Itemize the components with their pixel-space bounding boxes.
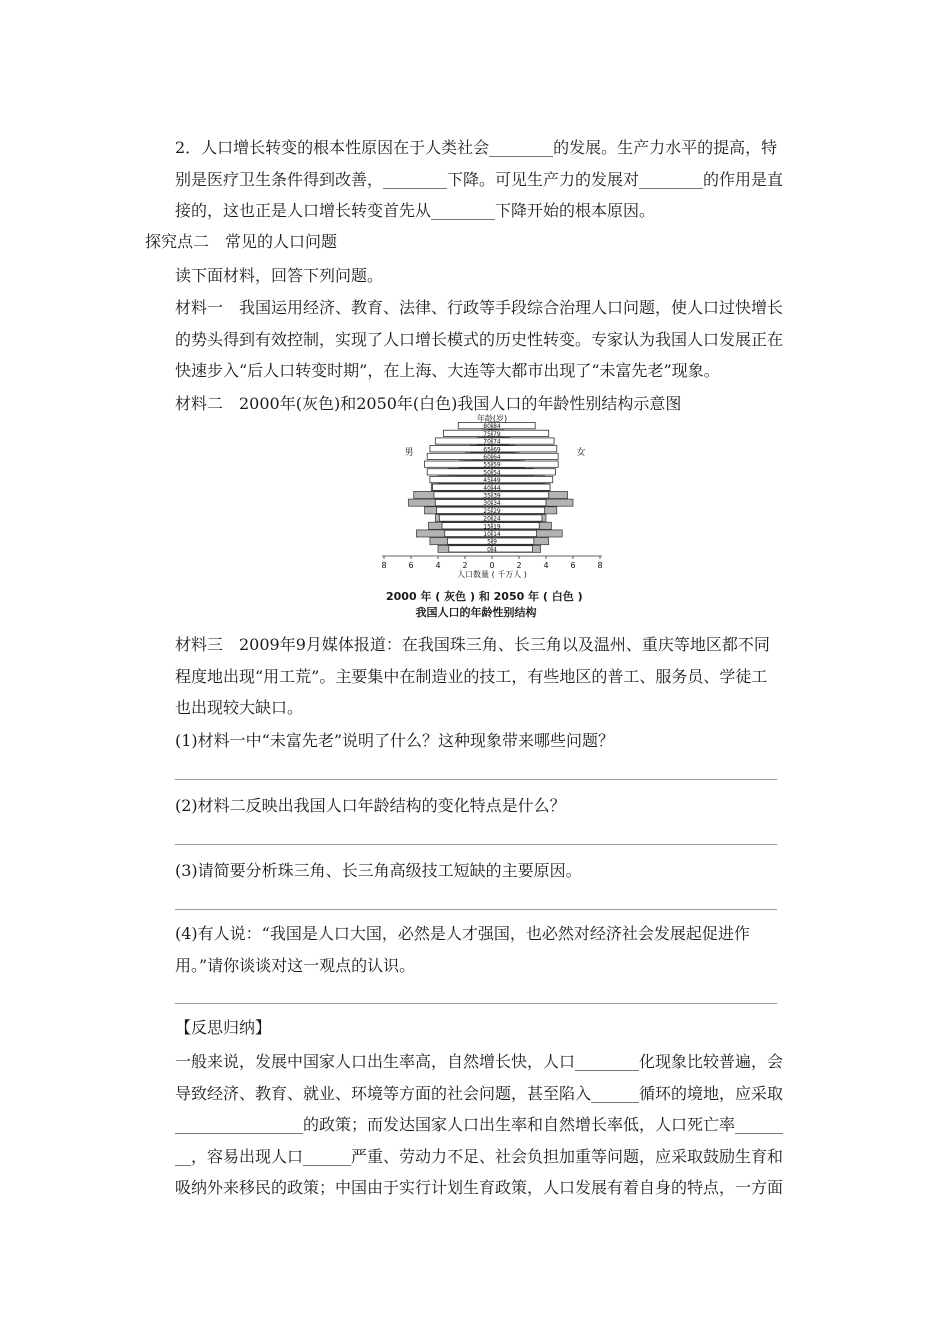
age-label-35-39: 35-39: [483, 492, 501, 500]
bar-2050-male-50-54: [427, 469, 492, 475]
material-1-line-1: 材料一 我国运用经济、教育、法律、行政等手段综合治理人口问题，使人口过快增长: [175, 298, 784, 317]
bar-2050-female-5-9: [492, 538, 534, 544]
reflection-line-4: __，容易出现人口______严重、劳动力不足、社会负担加重等问题，应采取鼓励生育和: [175, 1147, 784, 1166]
age-label-40-44: 40-44: [483, 484, 501, 492]
x-tick-label: 2: [462, 561, 468, 570]
question-3: (3)请简要分析珠三角、长三角高级技工短缺的主要原因。: [175, 861, 582, 880]
x-tick-label: 0: [489, 561, 495, 570]
bar-2050-male-5-9: [447, 538, 492, 544]
answer-line-2[interactable]: [175, 844, 777, 845]
q2-line-3: 接的，这也正是人口增长转变首先从________下降开始的根本原因。: [175, 201, 656, 220]
age-label-75-79: 75-79: [483, 430, 501, 438]
bar-2050-female-65-69: [492, 446, 557, 452]
age-label-45-49: 45-49: [483, 477, 501, 485]
x-tick-label: 6: [408, 561, 414, 570]
x-tick-label: 8: [381, 561, 387, 570]
age-label-5-9: 5-9: [487, 538, 497, 546]
material-3-line-1: 材料三 2009年9月媒体报道：在我国珠三角、长三角以及温州、重庆等地区都不同: [175, 635, 770, 654]
bar-2050-female-0-4: [492, 546, 533, 552]
chart-title-line-1: 2000 年 ( 灰色 ) 和 2050 年 ( 白色 ): [386, 590, 583, 603]
bar-2050-female-60-64: [492, 453, 558, 459]
answer-line-4[interactable]: [175, 1003, 777, 1004]
bar-2050-female-50-54: [492, 469, 555, 475]
question-4-line-2: 用。”请你谈谈对这一观点的认识。: [175, 956, 416, 975]
reflection-line-3: ________________的政策；而发达国家人口出生率和自然增长率低，人口死亡率______: [175, 1115, 784, 1134]
question-2: (2)材料二反映出我国人口年龄结构的变化特点是什么？: [175, 796, 566, 815]
q2-line-2: 别是医疗卫生条件得到改善，________下降。可见生产力的发展对________的作用是直: [175, 170, 784, 189]
answer-line-1[interactable]: [175, 779, 777, 780]
age-label-25-29: 25-29: [483, 507, 501, 515]
age-label-80-84: 80-84: [483, 423, 501, 431]
reflection-heading: 【反思归纳】: [175, 1018, 272, 1037]
age-label-55-59: 55-59: [483, 461, 501, 469]
age-label-60-64: 60-64: [483, 454, 501, 461]
age-label-10-14: 10-14: [483, 531, 501, 538]
reflection-line-1: 一般来说，发展中国家人口出生率高，自然增长快，人口________化现象比较普遍，会: [175, 1052, 784, 1071]
answer-line-3[interactable]: [175, 909, 777, 910]
population-pyramid-chart: [372, 410, 612, 585]
y-axis-label: 年龄(岁): [476, 414, 508, 423]
male-label: 男: [404, 448, 414, 458]
bar-2050-male-60-64: [427, 453, 492, 459]
bar-2050-female-70-74: [492, 438, 554, 444]
age-label-50-54: 50-54: [483, 469, 501, 477]
question-4-line-1: (4)有人说：“我国是人口大国，必然是人才强国，也必然对经济社会发展起促进作: [175, 924, 750, 943]
section-heading: 探究点二 常见的人口问题: [145, 232, 338, 251]
material-1-line-3: 快速步入“后人口转变时期”，在上海、大连等大都市出现了“未富先老”现象。: [175, 361, 720, 380]
chart-title-line-2: 我国人口的年龄性别结构: [415, 606, 537, 619]
x-tick-label: 6: [570, 561, 576, 570]
x-tick-label: 4: [543, 561, 549, 570]
age-label-70-74: 70-74: [483, 438, 501, 446]
age-label-20-24: 20-24: [483, 515, 501, 523]
bar-2050-male-0-4: [449, 546, 492, 552]
q2-line-1: 2．人口增长转变的根本性原因在于人类社会________的发展。生产力水平的提高，特: [175, 138, 778, 157]
female-label: 女: [576, 448, 586, 458]
age-label-0-4: 0-4: [487, 546, 497, 554]
bar-2050-female-45-49: [492, 476, 553, 482]
x-axis-label: 人口数量 ( 千万人 ): [457, 570, 527, 579]
x-tick-label: 2: [516, 561, 522, 570]
material-2-caption: 材料二 2000年(灰色)和2050年(白色)我国人口的年龄性别结构示意图: [175, 394, 682, 413]
x-tick-label: 4: [435, 561, 441, 570]
material-3-line-3: 也出现较大缺口。: [175, 698, 304, 717]
reflection-line-5: 吸纳外来移民的政策；中国由于实行计划生育政策，人口发展有着自身的特点，一方面: [175, 1178, 784, 1197]
age-label-65-69: 65-69: [483, 446, 501, 454]
bar-2050-male-55-59: [425, 461, 493, 467]
age-label-15-19: 15-19: [483, 523, 501, 531]
material-3-line-2: 程度地出现“用工荒”。主要集中在制造业的技工，有些地区的普工、服务员、学徒工: [175, 667, 768, 686]
reflection-line-2: 导致经济、教育、就业、环境等方面的社会问题，甚至陷入______循环的境地，应采取: [175, 1084, 784, 1103]
x-tick-label: 8: [597, 561, 603, 570]
material-1-line-2: 的势头得到有效控制，实现了人口增长模式的历史性转变。专家认为我国人口发展正在: [175, 330, 784, 349]
bar-2050-female-55-59: [492, 461, 558, 467]
intro-text: 读下面材料，回答下列问题。: [175, 266, 384, 285]
age-label-30-34: 30-34: [483, 500, 501, 508]
question-1: (1)材料一中“未富先老”说明了什么？这种现象带来哪些问题？: [175, 731, 615, 750]
